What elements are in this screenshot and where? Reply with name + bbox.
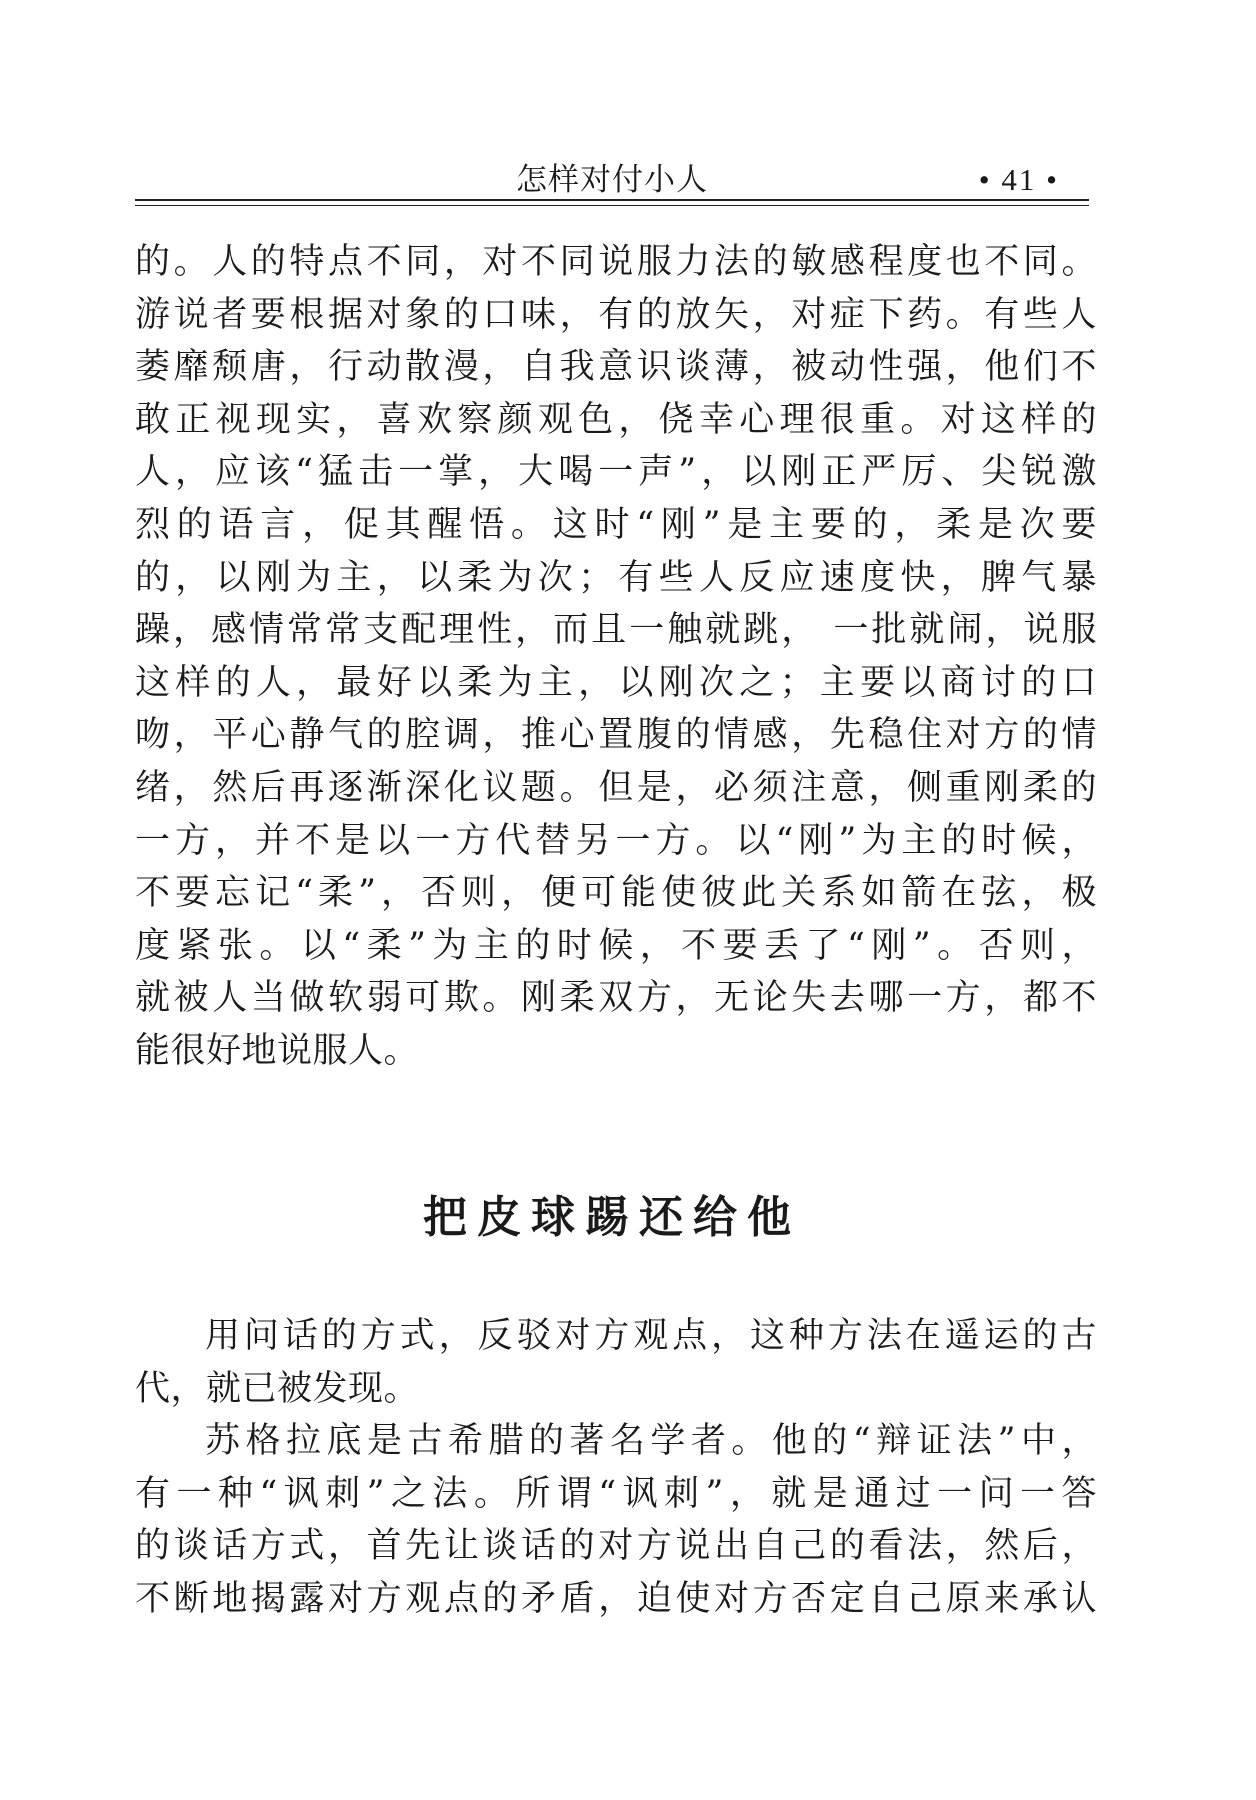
- header-rule-thin: [135, 205, 1089, 206]
- text-line: 苏格拉底是古希腊的著名学者。他的“辩证法”中，: [205, 1421, 1097, 1462]
- paragraph-body-2: [135, 1310, 1097, 1626]
- text-line: 不要忘记“柔”，否则，便可能使彼此关系如箭在弦，极: [135, 873, 1097, 914]
- text-line: 度紧张。以“柔”为主的时候，不要丢了“刚”。否则，: [135, 925, 1097, 966]
- text-line: 就被人当做软弱可欺。刚柔双方，无论失去哪一方，都不: [135, 978, 1097, 1019]
- text-line: 这样的人，最好以柔为主，以刚次之；主要以商讨的口: [135, 662, 1097, 703]
- text-line: 敢正视现实，喜欢察颜观色，侥幸心理很重。对这样的: [135, 399, 1097, 440]
- running-header: [135, 160, 1089, 200]
- text-line: 吻，平心静气的腔调，推心置腹的情感，先稳住对方的情: [135, 715, 1097, 756]
- text-line: 的，以刚为主，以柔为次；有些人反应速度快，脾气暴: [135, 557, 1097, 598]
- text-line: 代，就已被发现。: [135, 1368, 420, 1409]
- text-line: 用问话的方式，反驳对方观点，这种方法在遥运的古: [205, 1316, 1097, 1356]
- header-rule-thick: [135, 199, 1089, 201]
- section-heading: 把皮球踢还给他: [423, 1192, 801, 1243]
- text-line: 有一种“讽刺”之法。所谓“讽刺”，就是通过一问一答: [135, 1473, 1097, 1514]
- text-line: 烈的语言，促其醒悟。这时“刚”是主要的，柔是次要: [135, 504, 1097, 545]
- text-line: 的谈话方式，首先让谈话的对方说出自己的看法，然后，: [135, 1526, 1097, 1567]
- text-line: 人，应该“猛击一掌，大喝一声”，以刚正严厉、尖锐激: [135, 452, 1097, 493]
- text-line: 绪，然后再逐渐深化议题。但是，必须注意，侧重刚柔的: [135, 767, 1097, 808]
- text-line: 一方，并不是以一方代替另一方。以“刚”为主的时候，: [135, 820, 1097, 861]
- text-line: 能很好地说服人。: [135, 1030, 420, 1071]
- text-line: 躁，感情常常支配理性，而且一触就跳， 一批就闹，说服: [135, 610, 1097, 651]
- page-number: • 41 •: [978, 162, 1059, 197]
- text-line: 游说者要根据对象的口味，有的放矢，对症下药。有些人: [135, 294, 1097, 335]
- paragraph-body: [135, 236, 1097, 1078]
- running-title: 怎样对付小人: [516, 162, 708, 198]
- text-line: 萎靡颓唐，行动散漫，自我意识谈薄，被动性强，他们不: [135, 347, 1097, 388]
- text-line: 的。人的特点不同，对不同说服力法的敏感程度也不同。: [135, 242, 1097, 282]
- text-line: 不断地揭露对方观点的矛盾，迫使对方否定自己原来承认: [135, 1578, 1097, 1619]
